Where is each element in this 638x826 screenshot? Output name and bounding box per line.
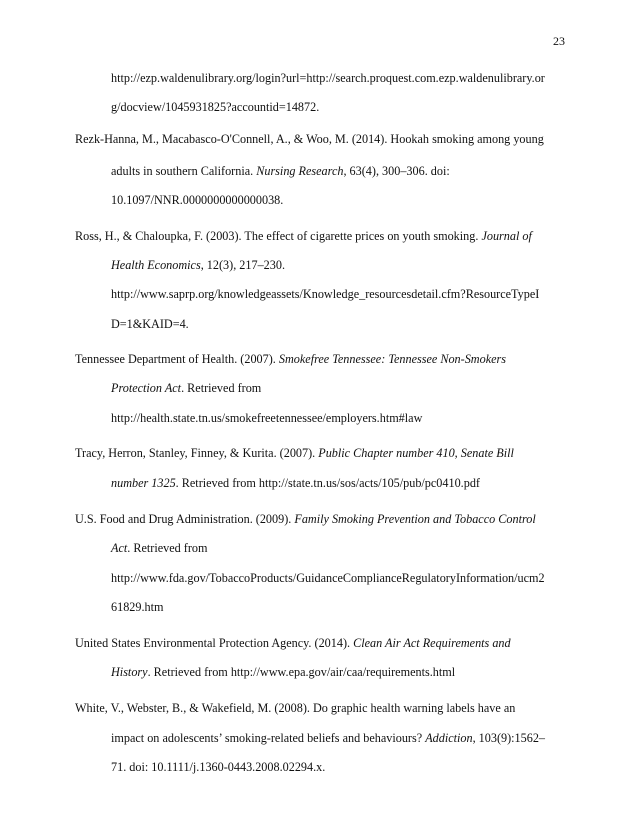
- italic-text: Journal of: [481, 229, 532, 243]
- reference-continuation-line: [111, 70, 545, 86]
- italic-text: History: [111, 665, 148, 679]
- reference-first-line: [75, 445, 514, 461]
- reference-text: White, V., Webster, B., & Wakefield, M. (2008). Do graphic health warning labels have an: [75, 701, 516, 715]
- reference-first-line: [75, 228, 532, 244]
- italic-text: Act: [111, 541, 128, 555]
- reference-continuation-line: [111, 475, 480, 491]
- reference-text: g/docview/1045931825?accountid=14872.: [111, 100, 320, 114]
- reference-text: http://ezp.waldenulibrary.org/login?url=http://search.proquest.com.ezp.waldenulibrary.or: [111, 71, 545, 85]
- reference-text: impact on adolescents’ smoking-related beliefs and behaviours?: [111, 731, 426, 745]
- reference-text: . Retrieved from http://state.tn.us/sos/acts/105/pub/pc0410.pdf: [175, 476, 480, 490]
- page-number: 23: [553, 34, 565, 48]
- reference-text: Ross, H., & Chaloupka, F. (2003). The effect of cigarette prices on youth smoking.: [75, 229, 482, 243]
- reference-text: http://www.fda.gov/TobaccoProducts/GuidanceComplianceRegulatoryInformation/ucm2: [111, 571, 545, 585]
- reference-continuation-line: [111, 410, 422, 426]
- reference-continuation-line: [111, 540, 207, 556]
- reference-text: , 63(4), 300–306. doi:: [343, 164, 450, 178]
- reference-continuation-line: [111, 99, 319, 115]
- italic-text: Addiction: [425, 731, 473, 745]
- reference-first-line: [75, 511, 536, 527]
- reference-text: . Retrieved from http://www.epa.gov/air/caa/requirements.html: [147, 665, 456, 679]
- reference-text: http://www.saprp.org/knowledgeassets/Knowledge_resourcesdetail.cfm?ResourceTypeI: [111, 287, 540, 301]
- italic-text: Clean Air Act Requirements and: [353, 636, 511, 650]
- reference-continuation-line: [111, 316, 189, 332]
- reference-first-line: [75, 700, 515, 716]
- italic-text: Protection Act: [111, 381, 182, 395]
- reference-text: adults in southern California.: [111, 164, 257, 178]
- italic-text: Smokefree Tennessee: Tennessee Non-Smokers: [278, 352, 506, 366]
- reference-text: . Retrieved from: [181, 381, 262, 395]
- reference-continuation-line: [111, 599, 163, 615]
- reference-text: . Retrieved from: [127, 541, 208, 555]
- reference-text: , 103(9):1562–: [472, 731, 546, 745]
- italic-text: number 1325: [111, 476, 176, 490]
- italic-text: Public Chapter number 410, Senate Bill: [318, 446, 514, 460]
- reference-text: United States Environmental Protection Agency. (2014).: [75, 636, 354, 650]
- reference-continuation-line: [111, 759, 325, 775]
- reference-continuation-line: [111, 570, 545, 586]
- reference-text: 61829.htm: [111, 600, 164, 614]
- reference-text: Rezk-Hanna, M., Macabasco-O'Connell, A., & Woo, M. (2014). Hookah smoking among young: [75, 132, 544, 146]
- italic-text: Nursing Research: [256, 164, 344, 178]
- reference-text: U.S. Food and Drug Administration. (2009).: [75, 512, 295, 526]
- reference-text: http://health.state.tn.us/smokefreetennessee/employers.htm#law: [111, 411, 423, 425]
- reference-continuation-line: [111, 380, 261, 396]
- reference-text: Tennessee Department of Health. (2007).: [75, 352, 279, 366]
- reference-text: , 12(3), 217–230.: [200, 258, 285, 272]
- reference-first-line: [75, 131, 544, 147]
- reference-continuation-line: [111, 286, 539, 302]
- reference-continuation-line: [111, 192, 283, 208]
- reference-continuation-line: [111, 163, 450, 179]
- reference-first-line: [75, 635, 511, 651]
- reference-text: 71. doi: 10.1111/j.1360-0443.2008.02294.x.: [111, 760, 326, 774]
- italic-text: Family Smoking Prevention and Tobacco Control: [294, 512, 536, 526]
- reference-continuation-line: [111, 664, 455, 680]
- reference-text: Tracy, Herron, Stanley, Finney, & Kurita. (2007).: [75, 446, 319, 460]
- reference-continuation-line: [111, 257, 285, 273]
- italic-text: Health Economics: [111, 258, 201, 272]
- reference-text: 10.1097/NNR.0000000000000038.: [111, 193, 284, 207]
- reference-first-line: [75, 351, 506, 367]
- reference-continuation-line: [111, 730, 545, 746]
- reference-text: D=1&KAID=4.: [111, 317, 189, 331]
